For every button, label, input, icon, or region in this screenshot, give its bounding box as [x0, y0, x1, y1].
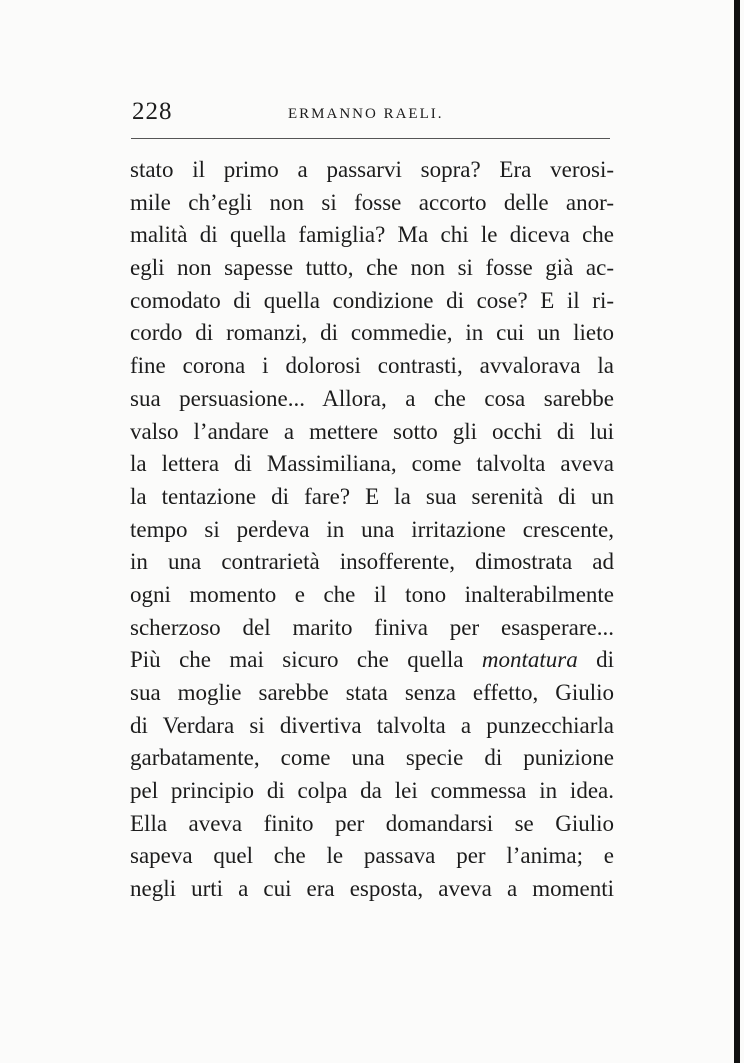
text-line: egli non sapesse tutto, che non si fosse già ac- — [130, 255, 614, 281]
text-segment: di — [577, 647, 614, 673]
text-line: cordo di romanzi, di commedie, in cui un lieto — [130, 320, 614, 346]
text-line: fine corona i dolorosi contrasti, avvalorava la — [130, 353, 614, 379]
text-line: la lettera di Massimiliana, come talvolta aveva — [130, 451, 614, 477]
page-number: 228 — [132, 98, 173, 125]
text-line: tempo si perdeva in una irritazione crescente, — [130, 516, 614, 542]
text-line: pel principio di colpa da lei commessa in idea. — [130, 778, 614, 804]
text-line: sapeva quel che le passava per l’anima; e — [130, 843, 614, 869]
text-line: stato il primo a passarvi sopra? Era verosi- — [130, 157, 614, 182]
text-line: sua moglie sarebbe stata senza effetto, Giulio — [130, 680, 614, 705]
text-line: mile ch’egli non si fosse accorto delle anor- — [130, 189, 614, 215]
text-line: ogni momento e che il tono inalterabilmente — [130, 581, 614, 607]
text-line: in una contrarietà insofferente, dimostrata ad — [130, 549, 614, 575]
text-line: la tentazione di fare? E la sua serenità di un — [130, 483, 614, 509]
text-line: malità di quella famiglia? Ma chi le diceva che — [130, 222, 614, 248]
text-line-with-italic — [130, 644, 614, 677]
text-segment: Più che mai sicuro che quella — [130, 647, 482, 673]
text-line: negli urti a cui era esposta, aveva a momenti — [130, 876, 614, 902]
text-line: scherzoso del marito finiva per esasperare... — [130, 614, 614, 640]
text-line: sua persuasione... Allora, a che cosa sarebbe — [130, 385, 614, 411]
text-line: garbatamente, come una specie di punizione — [130, 745, 614, 771]
text-line: Ella aveva finito per domandarsi se Giulio — [130, 810, 614, 836]
running-title: ERMANNO RAELI. — [288, 106, 444, 122]
page-header — [132, 98, 610, 128]
text-line: di Verdara si divertiva talvolta a punzecchiarla — [130, 712, 614, 738]
body-text — [130, 154, 614, 906]
text-line: comodato di quella condizione di cose? E il ri- — [130, 287, 614, 313]
header-rule — [131, 138, 610, 139]
italic-word: montatura — [481, 647, 578, 673]
text-line: valso l’andare a mettere sotto gli occhi di lui — [130, 418, 614, 444]
page-edge-shadow — [734, 0, 740, 1063]
